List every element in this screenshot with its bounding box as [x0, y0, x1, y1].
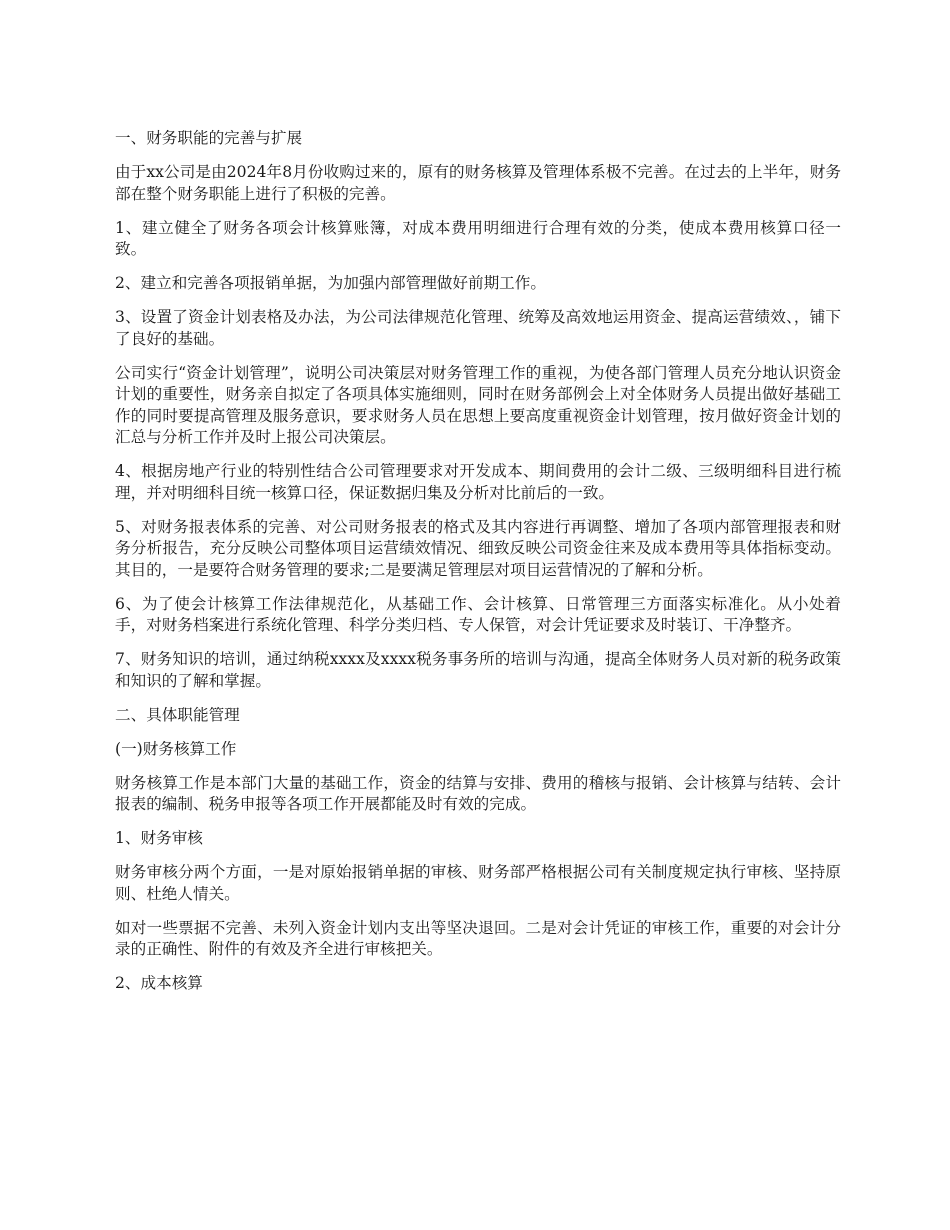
paragraph-accounting: 财务核算工作是本部门大量的基础工作，资金的结算与安排、费用的稽核与报销、会计核算与结转、会计报表的编制、税务申报等各项工作开展都能及时有效的完成。: [115, 773, 841, 813]
list-item-2: 2、建立和完善各项报销单据，为加强内部管理做好前期工作。: [115, 274, 546, 292]
subsection-heading-1: (一)财务核算工作: [115, 739, 237, 758]
paragraph-audit: 财务审核分两个方面，一是对原始报销单据的审核、财务部严格根据公司有关制度规定执行审核、坚持原则、杜绝人情关。: [115, 863, 841, 903]
list-item-3: 3、设置了资金计划表格及办法，为公司法律规范化管理、统筹及高效地运用资金、提高运营绩效、，铺下了良好的基础。: [115, 308, 841, 348]
paragraph-fund-plan: 公司实行“资金计划管理”，说明公司决策层对财务管理工作的重视，为使各部门管理人员充分地认识资金计划的重要性，财务亲自拟定了各项具体实施细则，同时在财务部例会上对全体财务人员提出做好基础工作的同时要提高管理及服务意识，要求财务人员在思想上要高度重视资金计划管理，按月做好资金计划的汇总与分析工作并及时上报公司决策层。: [115, 363, 841, 446]
section-heading-1: 一、财务职能的完善与扩展: [115, 129, 303, 147]
list-item-7: 7、财务知识的培训，通过纳税xxxx及xxxx税务事务所的培训与沟通，提高全体财务人员对新的税务政策和知识的了解和掌握。: [115, 650, 841, 690]
list-item-6: 6、为了使会计核算工作法律规范化，从基础工作、会计核算、日常管理三方面落实标准化。从小处着手，对财务档案进行系统化管理、科学分类归档、专人保管，对会计凭证要求及时装订、干净整齐。: [115, 594, 841, 634]
sub-item-1: 1、财务审核: [115, 829, 203, 847]
list-item-5: 5、对财务报表体系的完善、对公司财务报表的格式及其内容进行再调整、增加了各项内部管理报表和财务分析报告，充分反映公司整体项目运营绩效情况、细致反映公司资金往来及成本费用等具体指标变动。其目的，一是要符合财务管理的要求;二是要满足管理层对项目运营情况的了解和分析。: [115, 517, 841, 579]
paragraph-audit-detail: 如对一些票据不完善、未列入资金计划内支出等坚决退回。二是对会计凭证的审核工作，重要的对会计分录的正确性、附件的有效及齐全进行审核把关。: [115, 918, 841, 958]
section-heading-2: 二、具体职能管理: [115, 705, 240, 724]
sub-item-2: 2、成本核算: [115, 974, 203, 992]
list-item-4: 4、根据房地产行业的特别性结合公司管理要求对开发成本、期间费用的会计二级、三级明细科目进行梳理，并对明细科目统一核算口径，保证数据归集及分析对比前后的一致。: [115, 462, 841, 502]
list-item-1: 1、建立健全了财务各项会计核算账簿，对成本费用明细进行合理有效的分类，使成本费用核算口径一致。: [115, 218, 841, 258]
paragraph-intro: 由于xx公司是由2024年8月份收购过来的，原有的财务核算及管理体系极不完善。在过去的上半年，财务部在整个财务职能上进行了积极的完善。: [115, 163, 841, 203]
document-body: [115, 128, 841, 1007]
